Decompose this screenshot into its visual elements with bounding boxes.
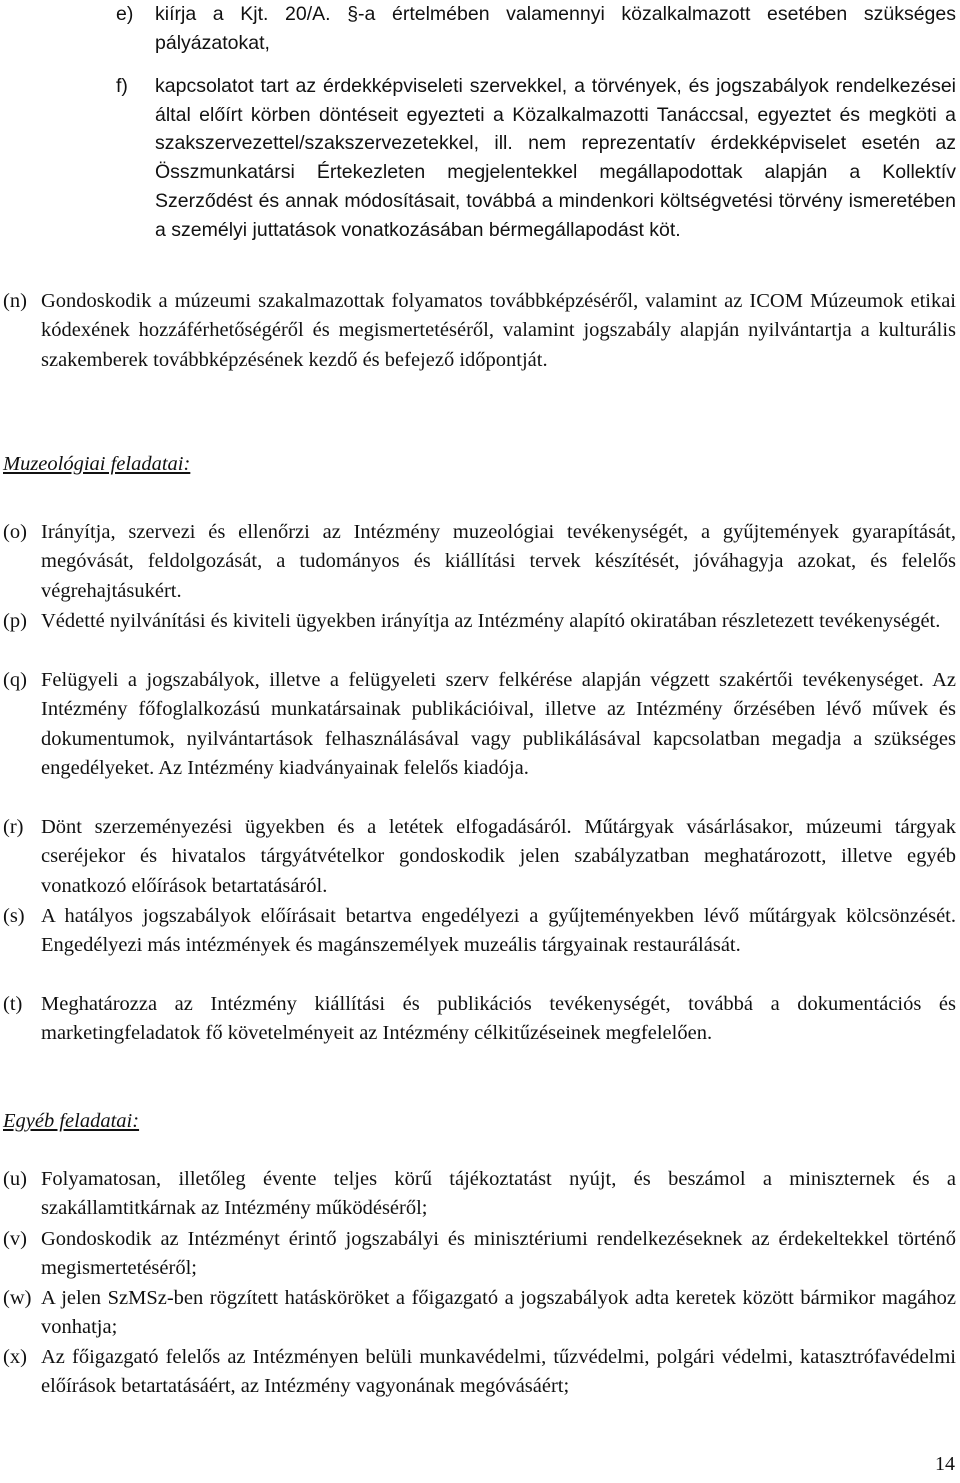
list-item-text: Az főigazgató felelős az Intézményen belüli munkavédelmi, tűzvédelmi, polgári védelmi, katasztrófavédelmi előírások betartatásáért, az Intézmény vagyonának megóvásáért; [41, 1346, 956, 1398]
list-item-label: (p) [3, 610, 27, 632]
list-item-label: (q) [3, 669, 27, 691]
list-item-text: kiírja a Kjt. 20/A. §-a értelmében valamennyi közalkalmazott esetében szükséges pályázatokat, [155, 3, 956, 54]
section-heading-museology: Muzeológiai feladatai: [3, 453, 191, 475]
list-item-s [3, 902, 956, 961]
list-item-p [3, 607, 956, 636]
list-item-f [116, 72, 956, 244]
list-item-text: Meghatározza az Intézmény kiállítási és publikációs tevékenységét, továbbá a dokumentációs és marketingfeladatok fő követelményeit az Intézmény célkitűzéseinek megfelelően. [41, 993, 956, 1045]
list-item-text: Irányítja, szervezi és ellenőrzi az Intézmény muzeológiai tevékenységét, a gyűjtemények gyarapítását, megóvását, feldolgozását, a tudományos és kiállítási tervek készítését, jóváhagyja azokat, és felelős végrehajtásukért. [41, 521, 956, 602]
list-item-text: Felügyeli a jogszabályok, illetve a felügyeleti szerv felkérése alapján végzett szakértői tevékenységet. Az Intézmény főfoglalkozású munkatársainak publikációival, illetve az Intézmény őrzésében lévő művek és dokumentumok, nyilvántartások felhasználásával vagy publikálásával kapcsolatban megadja a szükséges engedélyeket. Az Intézmény kiadványainak felelős kiadója. [41, 669, 956, 780]
list-item-w [3, 1284, 956, 1343]
list-item-text: Gondoskodik az Intézményt érintő jogszabályi és minisztériumi rendelkezéseknek az érdekeltekkel történő megismertetéséről; [41, 1228, 956, 1280]
list-item-o [3, 518, 956, 606]
list-item-label: (n) [3, 290, 27, 312]
list-item-x [3, 1343, 956, 1402]
list-item-text: Dönt szerzeményezési ügyekben és a letétek elfogadásáról. Műtárgyak vásárlásakor, múzeumi tárgyak cseréjekor és hivatalos tárgyátvételkor gondoskodik jelen szabályzatban meghatározott, illetve egyéb vonatkozó előírások betartatásáról. [41, 816, 956, 897]
list-item-text: kapcsolatot tart az érdekképviseleti szervekkel, a törvények, és jogszabályok rendelkezései által előírt körben döntéseit egyezteti a Közalkalmazotti Tanáccsal, egyeztet és megköti a szakszervezettel/szakszervezetekkel, ill. nem reprezentatív érdekképviselet esetén az Összmunkatársi Értekezleten megjelentekkel megállapodottak alapján a Kollektív Szerződést és annak módosításait, továbbá a mindenkori költségvetési törvény ismeretében a személyi juttatások vonatkozásában bérmegállapodást köt. [155, 75, 956, 241]
list-item-label: (o) [3, 521, 27, 543]
list-item-label: (s) [3, 905, 25, 927]
list-item-label: (x) [3, 1346, 27, 1368]
list-item-label: (v) [3, 1228, 27, 1250]
list-item-n [3, 287, 956, 375]
section-heading-other: Egyéb feladatai: [3, 1110, 140, 1132]
list-item-text: A jelen SzMSz-ben rögzített hatásköröket a főigazgató a jogszabályok adta keretek között bármikor magához vonhatja; [41, 1287, 956, 1339]
list-item-v [3, 1225, 956, 1284]
list-item-text: Folyamatosan, illetőleg évente teljes körű tájékoztatást nyújt, és beszámol a miniszternek és a szakállamtitkárnak az Intézmény működéséről; [41, 1168, 956, 1220]
list-item-e [116, 0, 956, 57]
list-item-label: (r) [3, 816, 24, 838]
list-item-label: f) [116, 75, 128, 97]
list-item-text: Védetté nyilvánítási és kiviteli ügyekben irányítja az Intézmény alapító okiratában részletezett tevékenységét. [41, 610, 941, 632]
page-number: 14 [935, 1453, 955, 1475]
list-item-label: (u) [3, 1168, 27, 1190]
list-item-r [3, 813, 956, 901]
list-item-u [3, 1165, 956, 1224]
list-item-text: Gondoskodik a múzeumi szakalmazottak folyamatos továbbképzéséről, valamint az ICOM Múzeumok etikai kódexének hozzáférhetőségéről és megismertetéséről, valamint jogszabály alapján nyilvántartja a kulturális szakemberek továbbképzésének kezdő és befejező időpontját. [41, 290, 956, 371]
list-item-label: e) [116, 3, 134, 25]
list-item-label: (t) [3, 993, 23, 1015]
list-item-t [3, 990, 956, 1049]
list-item-text: A hatályos jogszabályok előírásait betartva engedélyezi a gyűjteményekben lévő műtárgyak kölcsönzését. Engedélyezi más intézmények és magánszemélyek muzeális tárgyainak restaurálását. [41, 905, 956, 957]
list-item-q [3, 666, 956, 784]
list-item-label: (w) [3, 1287, 32, 1309]
